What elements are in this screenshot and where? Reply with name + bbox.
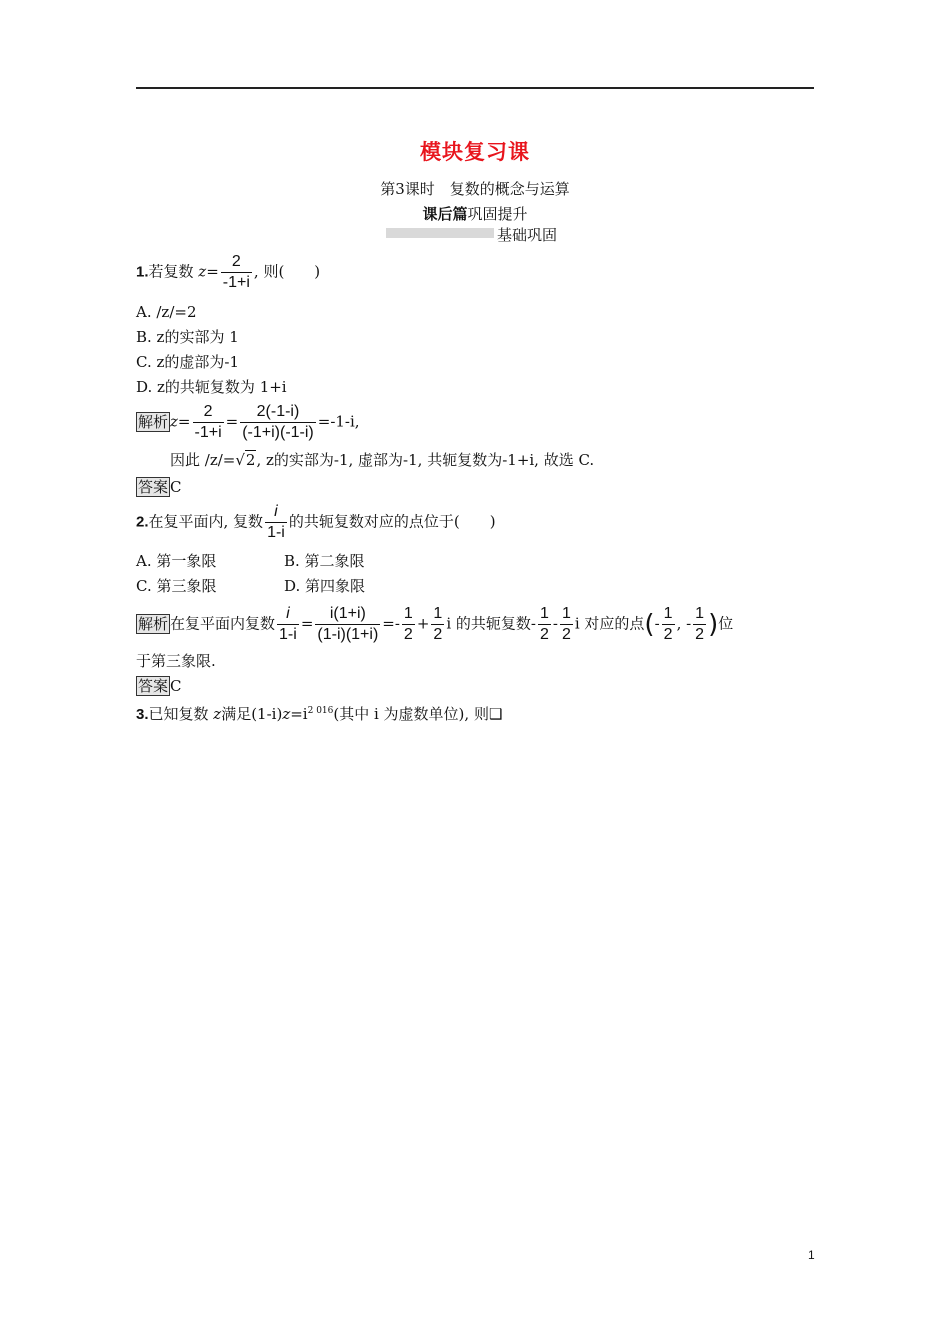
q2-half-3 bbox=[538, 604, 551, 645]
half-den: 2 bbox=[561, 626, 571, 643]
q2-half-1 bbox=[402, 604, 415, 645]
q1-eq: = bbox=[206, 262, 219, 281]
q2-analysis-frac1-den: 1-i bbox=[279, 626, 297, 643]
section-heading-bold: 课后篇 bbox=[422, 205, 468, 223]
half-num: 1 bbox=[539, 605, 549, 622]
q2-analysis-text2: i 的共轭复数- bbox=[446, 614, 536, 633]
q2-frac-den: 1-i bbox=[267, 524, 285, 541]
q2-analysis-text3: i 对应的点 bbox=[574, 614, 645, 633]
q2-eq-minus: =- bbox=[382, 614, 400, 633]
q2-analysis-frac2-den: (1-i)(1+i) bbox=[317, 626, 379, 643]
half-den: 2 bbox=[663, 626, 673, 643]
q2-half-6 bbox=[693, 604, 706, 645]
q1-analysis-frac2 bbox=[240, 402, 316, 443]
level-bar bbox=[386, 228, 494, 238]
q2-analysis-frac1-num: i bbox=[286, 605, 290, 622]
q2-option-c: C. 第三象限 bbox=[136, 577, 217, 595]
q3-z: z bbox=[213, 705, 222, 723]
q2-analysis-text4: 位 bbox=[718, 614, 734, 633]
q2-number: 2. bbox=[136, 513, 149, 531]
q1-option-b: B. z的实部为 1 bbox=[136, 328, 239, 346]
q2-answer bbox=[136, 676, 182, 696]
lesson-subtitle: 第3课时 复数的概念与运算 bbox=[380, 180, 570, 198]
q1-analysis-frac1 bbox=[193, 402, 224, 443]
q3-stem-text-d: (其中 i 为虚数单位), 则 bbox=[333, 705, 489, 723]
q2-fraction bbox=[265, 502, 287, 543]
q2-analysis-frac2-num: i(1+i) bbox=[329, 605, 366, 622]
half-num: 1 bbox=[695, 605, 705, 622]
q3-exponent: 2 016 bbox=[307, 706, 334, 716]
q1-analysis-tag: 解析 bbox=[138, 412, 169, 431]
q2-option-d: D. 第四象限 bbox=[284, 577, 366, 595]
q3-number: 3. bbox=[136, 706, 149, 723]
q1-number: 1. bbox=[136, 263, 149, 281]
section-heading-rest: 巩固提升 bbox=[467, 205, 528, 223]
q2-analysis: 解析 在复平面内复数 $\frac{i}{1-i}$ = $\frac{i(1+i)}{(1-i)(1+i)}$ =- $\frac{1}{2}$ + $\frac{1}{2}$ i 的共轭复数- $\frac{1}{2}$ - $\frac{1}{2}$ i 对应的点(- $\frac{1}{2}$ , - $\frac{1}{2}$ )位 bbox=[138, 605, 734, 643]
q1-analysis-result: =-1-i, bbox=[317, 412, 360, 431]
q3-stem bbox=[136, 701, 502, 725]
q2-stem-text-b: 的共轭复数对应的点位于( ) bbox=[288, 512, 496, 531]
q3-z2: z bbox=[282, 705, 291, 723]
right-paren: ) bbox=[708, 609, 719, 640]
q2-option-a: A. 第一象限 bbox=[136, 552, 217, 570]
half-den: 2 bbox=[695, 626, 705, 643]
q1-frac-num: 2 bbox=[231, 253, 241, 270]
half-den: 2 bbox=[433, 626, 443, 643]
q2-stem-text-a: 在复平面内, 复数 bbox=[148, 512, 264, 531]
q2-analysis-line2: 于第三象限. bbox=[136, 652, 216, 670]
q2-analysis-tag: 解析 bbox=[138, 614, 169, 633]
q1-frac-den: -1+i bbox=[222, 274, 250, 291]
q1-answer-value: C bbox=[170, 478, 182, 496]
page-number: 1 bbox=[808, 1248, 815, 1262]
half-den: 2 bbox=[403, 626, 413, 643]
section-heading bbox=[0, 203, 950, 224]
header-rule bbox=[136, 87, 814, 89]
q2-analysis-frac2 bbox=[315, 604, 380, 645]
half-num: 1 bbox=[403, 605, 413, 622]
q2-option-b: B. 第二象限 bbox=[284, 552, 365, 570]
q1-analysis-frac2-num: 2(-1-i) bbox=[256, 403, 300, 420]
q2-frac-num: i bbox=[274, 503, 278, 520]
q1-analysis: 解析 z= $\frac{2}{-1+i}$ = $\frac{2(-1-i)}{(-1+i)(-1-i)}$ =-1-i, bbox=[138, 403, 360, 441]
half-num: 1 bbox=[561, 605, 571, 622]
q2-point-minus: - bbox=[654, 614, 660, 633]
q1-option-a: A. /z/=2 bbox=[136, 303, 197, 321]
q1-analysis-frac2-den: (-1+i)(-1-i) bbox=[242, 424, 314, 441]
q2-answer-value: C bbox=[170, 677, 182, 695]
q1-stem bbox=[136, 252, 320, 293]
q1-analysis-line2-a: 因此 /z/= bbox=[170, 451, 236, 469]
q2-stem bbox=[136, 502, 496, 543]
q2-analysis-frac1 bbox=[277, 604, 299, 645]
half-num: 1 bbox=[433, 605, 443, 622]
page-title: 模块复习课 bbox=[420, 139, 530, 164]
q1-option-c: C. z的虚部为-1 bbox=[136, 353, 239, 371]
q3-checkbox-icon[interactable]: ❑ bbox=[488, 705, 503, 723]
q1-answer-tag: 答案 bbox=[138, 478, 169, 496]
q2-answer-tag: 答案 bbox=[138, 677, 169, 695]
q3-stem-text-c: =i bbox=[290, 705, 308, 723]
q2-analysis-text1: 在复平面内复数 bbox=[170, 614, 276, 633]
q2-half-5 bbox=[662, 604, 675, 645]
q1-stem-text-a: 若复数 bbox=[148, 262, 199, 281]
q2-half-4 bbox=[560, 604, 573, 645]
q3-stem-text-b: 满足(1-i) bbox=[221, 705, 283, 723]
q1-analysis-frac1-num: 2 bbox=[203, 403, 213, 420]
half-num: 1 bbox=[663, 605, 673, 622]
q1-analysis-line2: 因此 /z/=√2, z的实部为-1, 虚部为-1, 共轭复数为-1+i, 故选 C. bbox=[170, 451, 595, 469]
q1-answer bbox=[136, 477, 182, 497]
q1-analysis-frac1-den: -1+i bbox=[194, 424, 222, 441]
q2-minus: - bbox=[552, 614, 558, 633]
left-paren: ( bbox=[644, 609, 655, 640]
q2-half-2 bbox=[431, 604, 444, 645]
level-label: 基础巩固 bbox=[497, 226, 558, 244]
q3-stem-text-a: 已知复数 bbox=[148, 705, 214, 723]
q1-analysis-line2-b: , z的实部为-1, 虚部为-1, 共轭复数为-1+i, 故选 C. bbox=[256, 451, 595, 469]
q2-point-comma: , - bbox=[676, 614, 692, 633]
q1-option-d: D. z的共轭复数为 1+i bbox=[136, 378, 287, 396]
q1-sqrt-value: 2 bbox=[245, 451, 256, 469]
q1-z: z bbox=[198, 262, 207, 281]
q1-stem-text-b: , 则( ) bbox=[253, 262, 321, 281]
half-den: 2 bbox=[539, 626, 549, 643]
q1-fraction bbox=[221, 252, 252, 293]
q2-plus: + bbox=[416, 614, 430, 633]
